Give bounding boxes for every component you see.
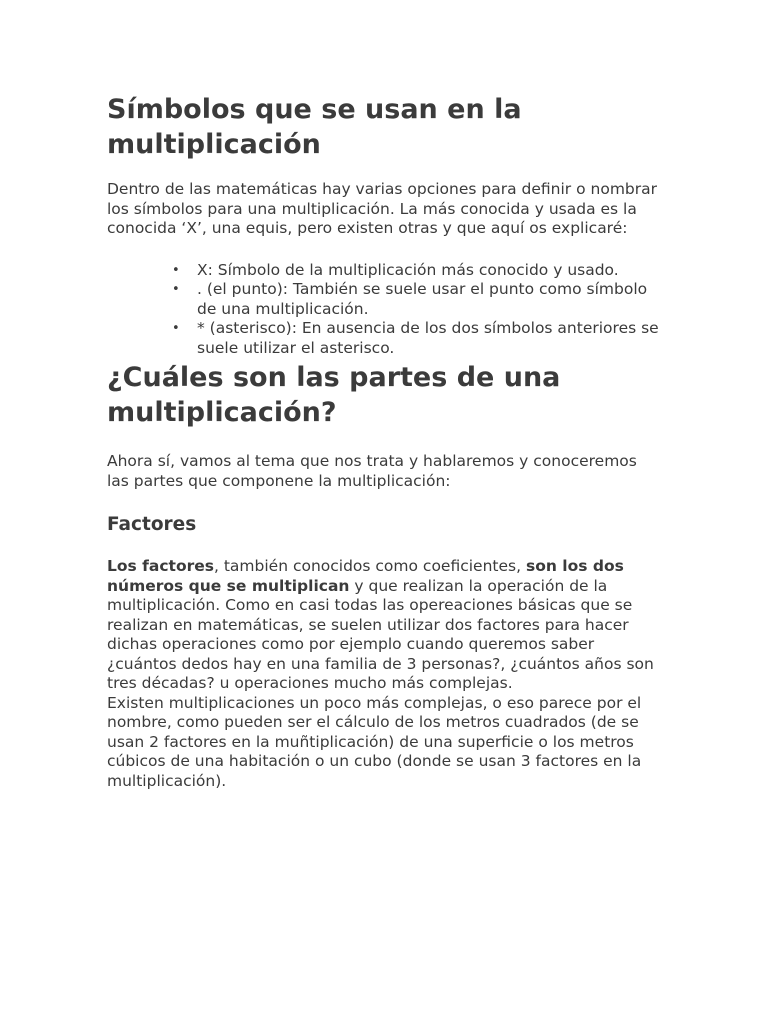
factores-paragraph-2: Existen multiplicaciones un poco más complejas, o eso parece por el nombre, como pueden ser el cálculo de los metros cuadrados (de se usan 2 factores en la muñtiplicación) de una superficie o los metros cúbicos de una habitación o un cubo (donde se usan 3 factores en la multiplicación). — [107, 693, 642, 790]
document-page — [107, 92, 663, 791]
parts-intro-paragraph: Ahora sí, vamos al tema que nos trata y hablaremos y conoceremos las partes que componene la multiplicación: — [107, 452, 637, 490]
section-title-parts: ¿Cuáles son las partes de una multiplicación? — [107, 362, 561, 428]
list-item: • X: Símbolo de la multiplicación más conocido y usado. — [107, 261, 663, 281]
bold-definition: son los dos números que se multiplican — [107, 557, 624, 595]
factores-paragraph — [107, 557, 663, 694]
list-item: • * (asterisco): En ausencia de los dos símbolos anteriores se suele utilizar el asterisco. — [107, 319, 663, 358]
symbols-intro-paragraph: Dentro de las matemáticas hay varias opciones para definir o nombrar los símbolos para una multiplicación. La más conocida y usada es la conocida ‘X’, una equis, pero existen otras y que aquí os explicaré: — [107, 180, 658, 237]
section-title-symbols: Símbolos que se usan en la multiplicación — [107, 94, 522, 160]
factores-text-1: , también conocidos como coeficientes, — [213, 557, 526, 575]
bold-term-factores: Los factores — [107, 557, 214, 575]
symbols-list — [107, 261, 663, 359]
subheading-factores: Factores — [107, 514, 197, 535]
factores-text-2: y que realizan la operación de la multiplicación. Como en casi todas las opereaciones básicas que se realizan en matemáticas, se suelen utilizar dos factores para hacer dichas operaciones como por ejemplo cuando queremos saber ¿cuántos dedos hay en una familia de 3 personas?, ¿cuántos años son tres décadas? u operaciones mucho más complejas. — [107, 576, 654, 692]
list-item: • . (el punto): También se suele usar el punto como símbolo de una multiplicación. — [107, 280, 663, 319]
